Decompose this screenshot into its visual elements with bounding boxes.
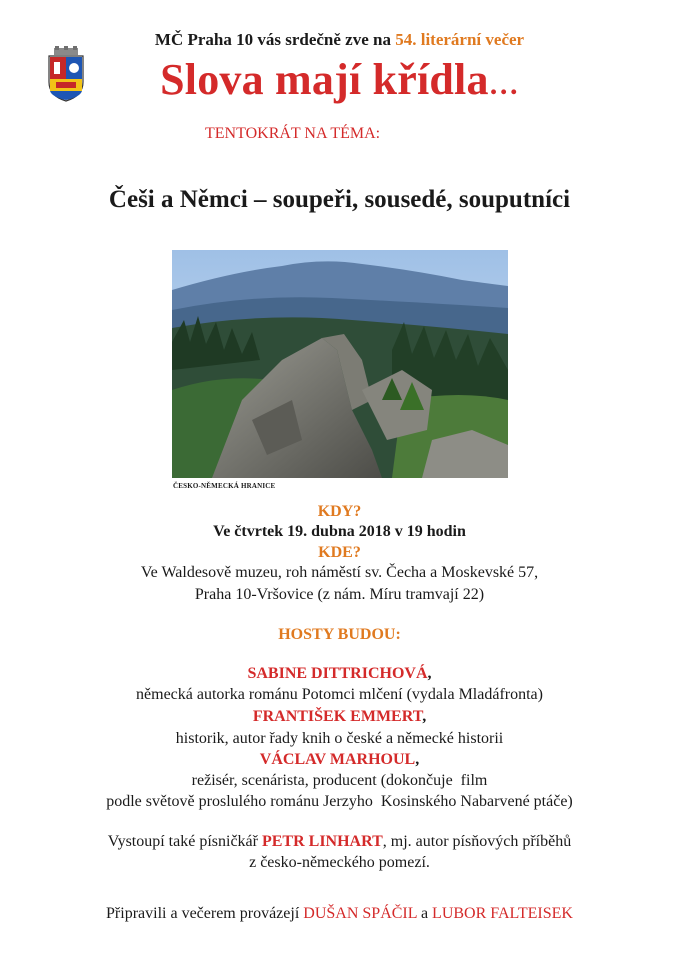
singer-suffix: , mj. autor písňových příběhů <box>382 833 572 850</box>
guest-3-description-2: podle světově proslulého románu Jerzyho Kosinského Nabarvené ptáče) <box>106 793 573 810</box>
singer-line-1 <box>0 832 679 852</box>
footer-host-2: LUBOR FALTEISEK <box>432 905 573 922</box>
where-line-2: Praha 10-Vršovice (z nám. Míru tramvají 22) <box>194 586 485 603</box>
title-text: Slova mají křídla <box>160 55 489 104</box>
intro-line <box>0 30 679 50</box>
guest-1-description: německá autorka románu Potomci mlčení (vydala Mladáfronta) <box>136 686 543 703</box>
singer-name: PETR LINHART <box>261 833 383 850</box>
singer-line-2: z česko-německého pomezí. <box>249 854 430 871</box>
intro-highlight: 54. literární večer <box>395 30 525 49</box>
subtitle-label: TENTOKRÁT NA TÉMA: <box>205 125 381 142</box>
intro-text: MČ Praha 10 vás srdečně zve na <box>154 30 396 49</box>
guest-1-name <box>0 664 679 684</box>
where-label: KDE? <box>318 544 361 561</box>
photo-caption: ČESKO-NĚMECKÁ HRANICE <box>173 482 276 490</box>
guest-3-description-1: režisér, scenárista, producent (dokončuje film <box>191 772 488 789</box>
guest-1-comma: , <box>427 665 432 682</box>
title-ellipsis: … <box>488 68 519 101</box>
guest-3-name <box>0 750 679 770</box>
guest-2-name-text: FRANTIŠEK EMMERT <box>252 708 423 725</box>
mountain-photo <box>172 250 508 478</box>
where-line-1: Ve Waldesově muzeu, roh náměstí sv. Čecha a Moskevské 57, <box>140 564 539 581</box>
guest-2-name <box>0 707 679 727</box>
when-label: KDY? <box>317 503 362 520</box>
when-value: Ve čtvrtek 19. dubna 2018 v 19 hodin <box>213 523 466 540</box>
guest-3-name-text: VÁCLAV MARHOUL <box>259 751 416 768</box>
guest-2-comma: , <box>422 708 427 725</box>
guest-1-name-text: SABINE DITTRICHOVÁ <box>247 665 428 682</box>
topic-heading: Češi a Němci – soupeři, sousedé, souputníci <box>108 186 571 213</box>
footer-prefix: Připravili a večerem provázejí <box>106 905 304 922</box>
singer-prefix: Vystoupí také písničkář <box>107 833 262 850</box>
hosts-footer <box>0 904 679 924</box>
footer-host-1: DUŠAN SPÁČIL <box>303 905 417 922</box>
footer-conjunction: a <box>416 905 433 922</box>
guests-label: HOSTY BUDOU: <box>278 626 401 643</box>
guest-3-comma: , <box>415 751 420 768</box>
page-title <box>0 54 679 105</box>
guest-2-description: historik, autor řady knih o české a německé historii <box>175 730 504 747</box>
